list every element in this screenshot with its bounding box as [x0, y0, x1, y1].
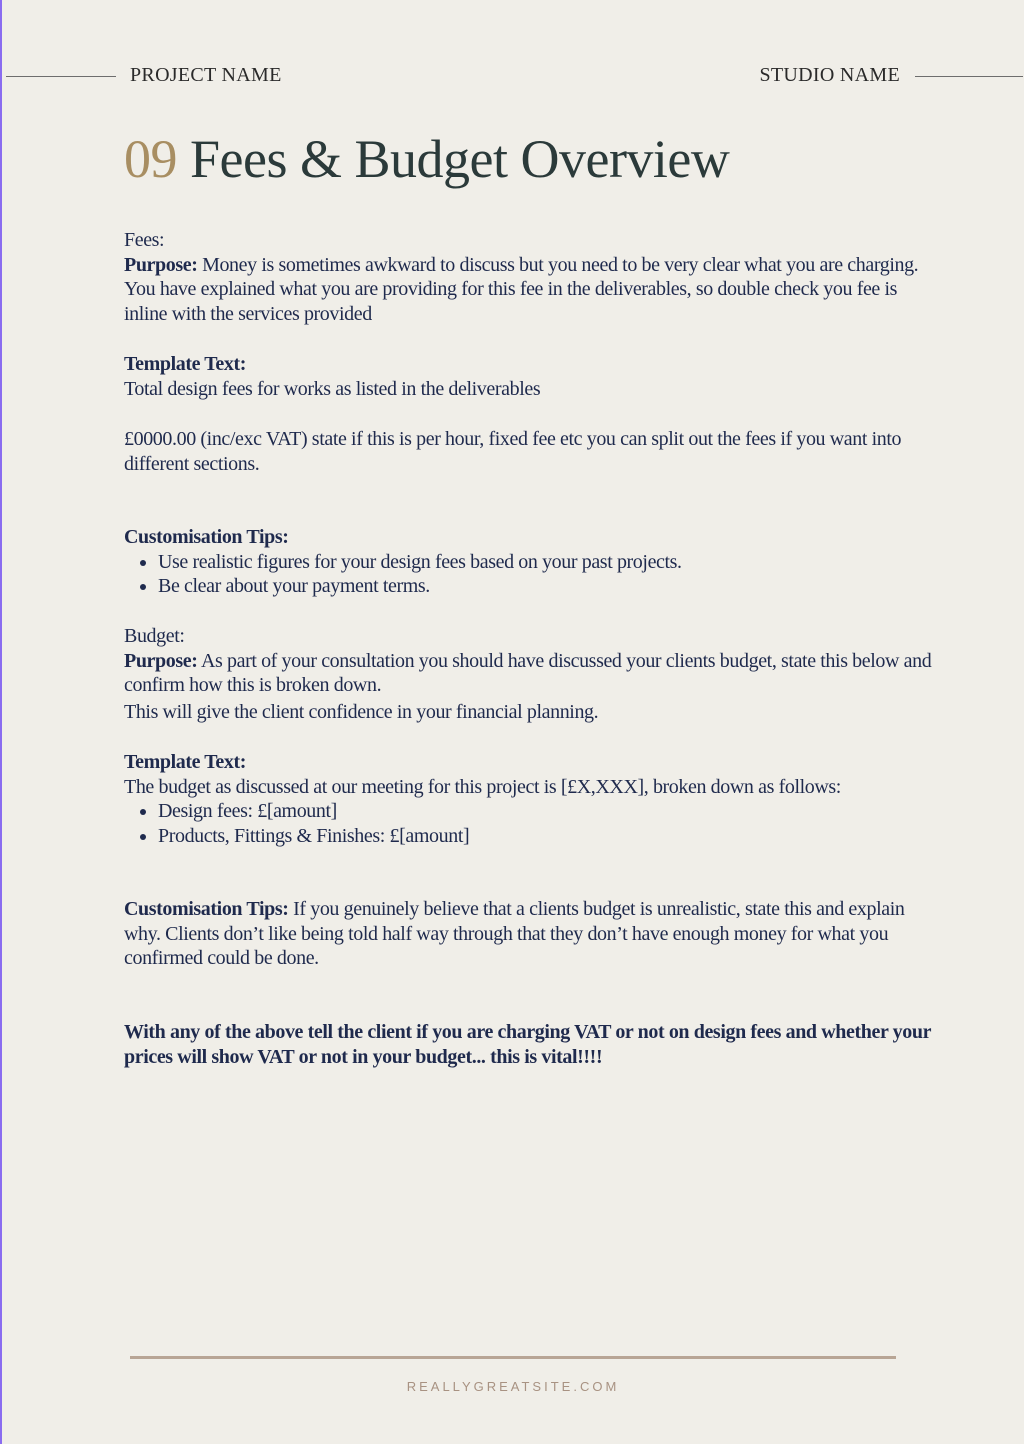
header-rule-right — [915, 76, 1023, 77]
footer-rule — [130, 1356, 896, 1359]
list-item: • Use realistic figures for your design fees based on your past projects. — [158, 550, 944, 575]
fees-heading: Fees: — [124, 229, 165, 251]
title-text: Fees & Budget Overview — [190, 129, 730, 189]
list-item: • Design fees: £[amount] — [158, 799, 944, 824]
fees-purpose: Purpose: Money is sometimes awkward to discuss but you need to be very clear what you are charging. You have explained what you are providing for this fee in the deliverables, so double check you fee is inline with the services provided — [124, 253, 919, 325]
fees-section — [124, 228, 944, 326]
page-title — [124, 128, 729, 190]
budget-section: Budget: Purpose: As part of your consultation you should have discussed your clients budget, state this below and confirm how this is broken down. This will give the client confidence in your financial planning. — [124, 624, 944, 724]
studio-name: STUDIO NAME — [759, 64, 900, 86]
header-rule-left — [6, 76, 116, 77]
budget-purpose: Purpose: As part of your consultation you should have discussed your clients budget, state this below and confirm how this is broken down. — [124, 649, 932, 696]
budget-heading: Budget: — [124, 625, 185, 647]
fees-template: Template Text: Total design fees for works as listed in the deliverables — [124, 353, 541, 400]
fees-amount: £0000.00 (inc/exc VAT) state if this is per hour, fixed fee etc you can split out the fees if you want into different sections. — [124, 428, 902, 475]
list-item: • Products, Fittings & Finishes: £[amount] — [158, 824, 944, 849]
budget-tips: Customisation Tips: If you genuinely believe that a clients budget is unrealistic, state this and explain why. Clients don’t like being told half way through that they don’t have enough money for what you confirmed could be done. — [124, 898, 905, 969]
fees-tips: Customisation Tips: • Use realistic figures for your design fees based on your past projects. • Be clear about your payment terms. — [124, 525, 944, 599]
budget-template: Template Text: The budget as discussed at our meeting for this project is [£X,XXX], broken down as follows: • Design fees: £[amount] • Products, Fittings & Finishes: £[amount] — [124, 750, 944, 848]
vat-note: With any of the above tell the client if you are charging VAT or not on design fees and whether your prices will show VAT or not in your budget... this is vital!!!! — [124, 1021, 931, 1068]
list-item: • Be clear about your payment terms. — [158, 574, 944, 599]
section-number: 09 — [124, 129, 177, 189]
footer-website[interactable]: REALLYGREATSITE.COM — [406, 1379, 620, 1394]
project-name: PROJECT NAME — [130, 64, 282, 86]
